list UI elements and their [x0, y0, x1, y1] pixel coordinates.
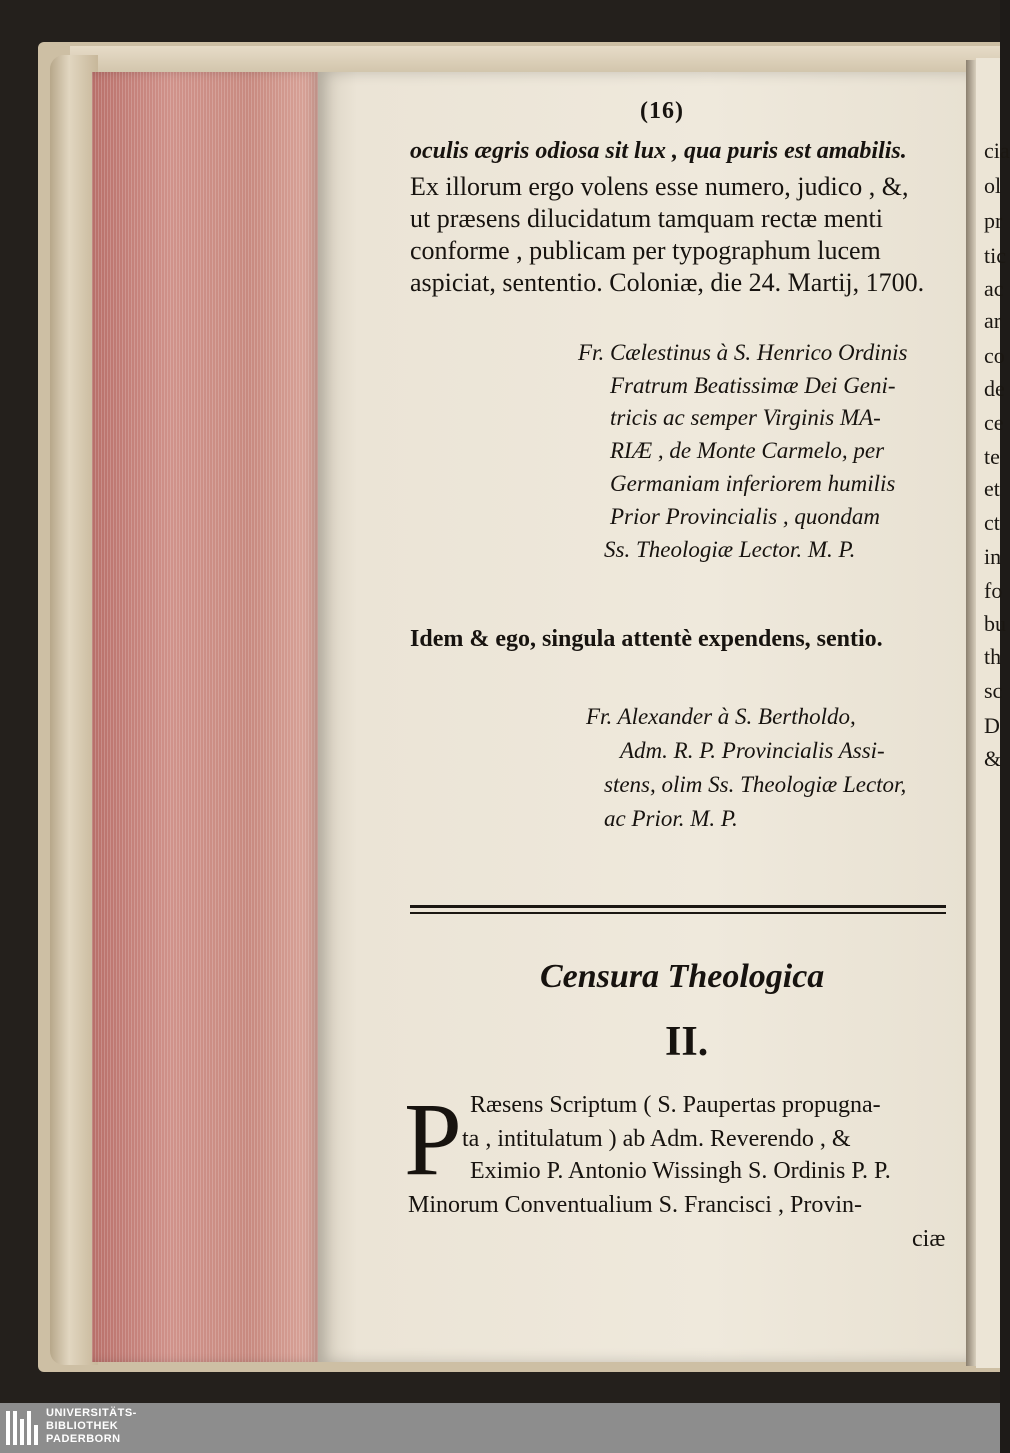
next-page-text: cia	[984, 138, 1010, 163]
next-page-text: in	[984, 544, 1002, 569]
catchword: ciæ	[912, 1226, 946, 1252]
signature-line: Germaniam inferiorem humilis	[610, 471, 896, 496]
library-footer-bar	[0, 1403, 1000, 1453]
next-page-text: bu	[984, 611, 1006, 636]
next-page-text: pr	[984, 208, 1003, 233]
next-page-text: fo	[984, 578, 1003, 603]
signature-line: tricis ac semper Virginis MA-	[610, 405, 881, 430]
section-title: Censura Theologica	[540, 958, 825, 995]
next-page-text: de	[984, 376, 1005, 401]
next-page-text: ac	[984, 276, 1004, 301]
paragraph-line: Minorum Conventualium S. Francisci , Provin-	[408, 1192, 862, 1218]
next-page-text: co	[984, 343, 1005, 368]
signature-line: Fratrum Beatissimæ Dei Geni-	[610, 373, 896, 398]
next-page-text: ar	[984, 308, 1002, 333]
next-page-text: sc	[984, 678, 1003, 703]
idem-statement: Idem & ego, singula attentè expendens, sentio.	[410, 626, 883, 652]
page-number-header: (16)	[640, 98, 684, 124]
next-page-text: tic	[984, 243, 1006, 268]
page-gutter	[966, 60, 976, 1366]
signature-line: stens, olim Ss. Theologiæ Lector,	[604, 772, 907, 797]
next-page-text: ct	[984, 510, 1000, 535]
next-page-fragment	[976, 58, 1010, 1368]
signature-line: Adm. R. P. Provincialis Assi-	[620, 738, 885, 763]
paragraph-line: ta , intitulatum ) ab Adm. Reverendo , &	[462, 1126, 851, 1152]
body-line: conforme , publicam per typographum lucem	[410, 236, 881, 265]
signature-line: Ss. Theologiæ Lector. M. P.	[604, 537, 856, 562]
library-name-line: BIBLIOTHEK	[46, 1420, 119, 1432]
signature-line: ac Prior. M. P.	[604, 806, 738, 831]
body-line: aspiciat, sententio. Coloniæ, die 24. Martij, 1700.	[410, 268, 925, 297]
next-page-text: ol	[984, 173, 1002, 198]
library-name-line: PADERBORN	[46, 1433, 121, 1445]
paragraph-line: Eximio P. Antonio Wissingh S. Ordinis P. P.	[470, 1158, 891, 1184]
divider-rule	[410, 912, 946, 914]
section-number: II.	[665, 1019, 709, 1065]
library-logo-icon	[6, 1411, 40, 1445]
signature-line: RIÆ , de Monte Carmelo, per	[610, 438, 885, 463]
next-page-text: &	[984, 746, 1002, 771]
book-spine	[50, 55, 98, 1365]
next-page-text: et	[984, 476, 1000, 501]
divider-rule	[410, 905, 946, 908]
paragraph-line: Ræsens Scriptum ( S. Paupertas propugna-	[470, 1092, 881, 1118]
library-name	[46, 1407, 137, 1446]
drop-cap: P	[404, 1082, 462, 1197]
next-page-text: te	[984, 444, 1000, 469]
signature-line: Fr. Cælestinus à S. Henrico Ordinis	[578, 340, 908, 365]
body-line: Ex illorum ergo volens esse numero, judico , &,	[410, 172, 909, 201]
signature-line: Fr. Alexander à S. Bertholdo,	[586, 704, 856, 729]
next-page-text: ce	[984, 410, 1004, 435]
library-name-line: UNIVERSITÄTS-	[46, 1407, 137, 1419]
next-page-text: D	[984, 713, 1000, 738]
body-line: ut præsens dilucidatum tamquam rectæ menti	[410, 204, 883, 233]
body-line: oculis ægris odiosa sit lux , qua puris est amabilis.	[410, 138, 907, 164]
next-page-text: th	[984, 644, 1002, 669]
signature-line: Prior Provincialis , quondam	[610, 504, 881, 529]
page-edges-red	[92, 72, 318, 1362]
